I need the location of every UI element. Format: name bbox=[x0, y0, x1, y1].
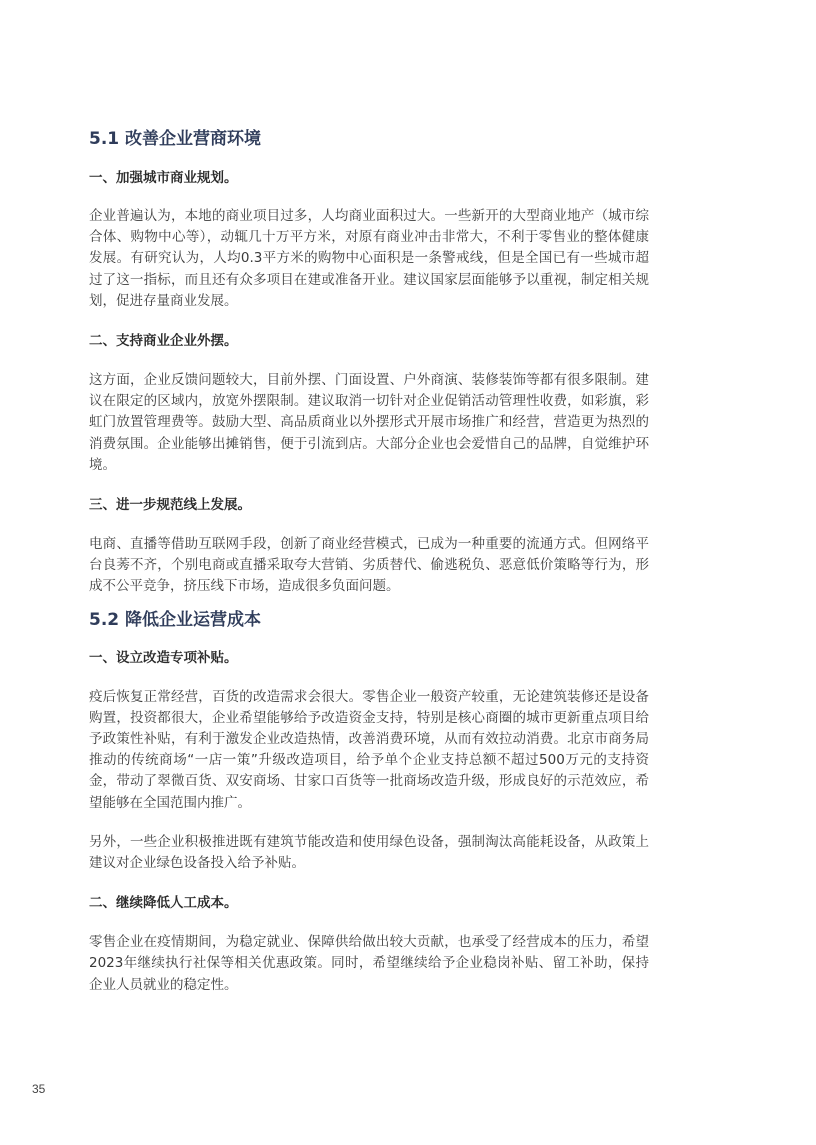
sub-heading-labor-cost: 二、继续降低人工成本。 bbox=[89, 895, 238, 912]
paragraph: 疫后恢复正常经营，百货的改造需求会很大。零售企业一般资产较重，无论建筑装修还是设备购置，投资都很大，企业希望能够给予改造资金支持，特别是核心商圈的城市更新重点项目给予政策性补贴，有利于激发企业改造热情，改善消费环境，从而有效拉动消费。北京市商务局推动的传统商场“一店一策”升级改造项目，给予单个企业支持总额不超过500万元的支持资金，带动了翠微百货、双安商场、甘家口百货等一批商场改造升级，形成良好的示范效应，希望能够在全国范围内推广。 bbox=[89, 688, 649, 811]
sub-heading-outdoor-display: 二、支持商业企业外摆。 bbox=[89, 333, 238, 350]
paragraph: 电商、直播等借助互联网手段，创新了商业经营模式，已成为一种重要的流通方式。但网络平台良莠不齐，个别电商或直播采取夸大营销、劣质替代、偷逃税负、恶意低价策略等行为，形成不公平竞争，挤压线下市场，造成很多负面问题。 bbox=[89, 536, 649, 595]
section-title-5-2: 5.2 降低企业运营成本 bbox=[89, 609, 262, 630]
sub-heading-urban-planning: 一、加强城市商业规划。 bbox=[89, 170, 238, 186]
page-number: 35 bbox=[32, 1082, 46, 1096]
document-body bbox=[89, 127, 649, 996]
sub-heading-online-regulation: 三、进一步规范线上发展。 bbox=[89, 497, 251, 514]
paragraph: 这方面，企业反馈问题较大，目前外摆、门面设置、户外商演、装修装饰等都有很多限制。建议在限定的区域内，放宽外摆限制。建议取消一切针对企业促销活动管理性收费，如彩旗，彩虹门放置管理费等。鼓励大型、高品质商业以外摆形式开展市场推广和经营，营造更为热烈的消费氛围。企业能够出摊销售，便于引流到店。大部分企业也会爱惜自己的品牌，自觉维护环境。 bbox=[89, 372, 649, 473]
sub-heading-renovation-subsidy: 一、设立改造专项补贴。 bbox=[89, 649, 238, 666]
paragraph: 另外，一些企业积极推进既有建筑节能改造和使用绿色设备，强制淘汰高能耗设备，从政策上建议对企业绿色设备投入给予补贴。 bbox=[89, 833, 649, 872]
paragraph: 零售企业在疫情期间，为稳定就业、保障供给做出较大贡献，也承受了经营成本的压力，希望2023年继续执行社保等相关优惠政策。同时，希望继续给予企业稳岗补贴、留工补助，保持企业人员就业的稳定性。 bbox=[89, 934, 649, 993]
section-title-5-1: 5.1 改善企业营商环境 bbox=[89, 129, 262, 149]
paragraph: 企业普遍认为，本地的商业项目过多，人均商业面积过大。一些新开的大型商业地产（城市综合体、购物中心等），动辄几十万平方米，对原有商业冲击非常大，不利于零售业的整体健康发展。有研究认为，人均0.3平方米的购物中心面积是一条警戒线，但是全国已有一些城市超过了这一指标，而且还有众多项目在建或准备开业。建议国家层面能够予以重视，制定相关规划，促进存量商业发展。 bbox=[89, 208, 649, 309]
